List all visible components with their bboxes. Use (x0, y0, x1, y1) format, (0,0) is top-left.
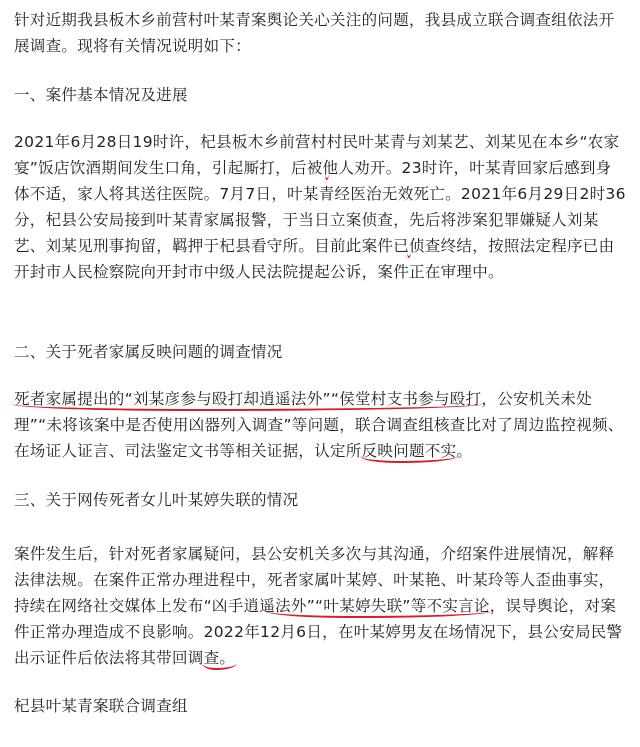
body-text: 。 (456, 442, 473, 460)
underlined-text: 死者家属叶某婷、叶某艳、叶某玲等人歪曲事实，持续在网络社交媒体上发布“凶手逍遥法外”“叶某婷失联”等不实言论 (14, 571, 615, 615)
section-3-body (14, 541, 626, 671)
intro-paragraph: 针对近期我县板木乡前营村叶某青案舆论关心关注的问题，我县成立联合调查组依法开展调查。现将有关情况说明如下： (14, 11, 615, 55)
body-text: 2021年6月28日19时许，杞县板木乡前营村 (14, 133, 327, 151)
underlined-text: 2022年12月6日，在叶某婷男友在场情况下，县公安局民警出示证件后依法将其带回调查。 (14, 623, 623, 667)
body-text: ，羁押于杞县看守所。目前此案件已侦查终结，按照法定程序已由开封市人民检察院向开封市中级人民法院提起公诉，案件正在审理中。 (14, 237, 615, 281)
section-3-heading: 三、关于网传死者女儿叶某婷失联的情况 (14, 491, 299, 509)
body-text: ，误导舆论，对案件正常办理造成不良影响。 (14, 597, 617, 641)
section-2-body (14, 386, 626, 464)
body-text: ，公安机关未处理”“未将该案中是否使用凶器列入调查”等问题，联合调查组核查比对了周边监控视频、在场证人证言、司法鉴定文书等相关证据，认定所 (14, 390, 624, 460)
body-text: 案件发生后，针对死者家属疑问，县公安机关多次与其沟通，介绍案件进展情况，解释法律法规。在案件正常办理进程中， (14, 545, 615, 589)
underlined-text: 先后将涉案犯罪嫌疑人刘某艺、刘某见刑事拘留 (14, 211, 599, 255)
section-1-heading: 一、案件基本情况及进展 (14, 86, 188, 104)
underlined-text: 死者家属提出的“刘某彦参与殴打却逍遥法外”“侯堂村支书参与殴打 (14, 390, 482, 408)
underlined-text: 村民叶某青与刘某艺、刘某见在本乡“农家宴”饭店饮酒期间发生口角，引起厮打 (14, 133, 620, 177)
section-1-body (14, 129, 626, 285)
body-text: ，后被他人劝开。23时许，叶某青回家后感到身体不适，家人将其送往医院。7月7日，叶某青经医治无效死亡。2021年6月29日2时36分，杞县公安局接到叶某青家属报警，于当日立案侦查， (14, 159, 626, 229)
signature: 杞县叶某青案联合调查组 (14, 697, 188, 715)
section-2-heading: 二、关于死者家属反映问题的调查情况 (14, 343, 283, 361)
underlined-text: 反映问题不实 (361, 442, 457, 460)
